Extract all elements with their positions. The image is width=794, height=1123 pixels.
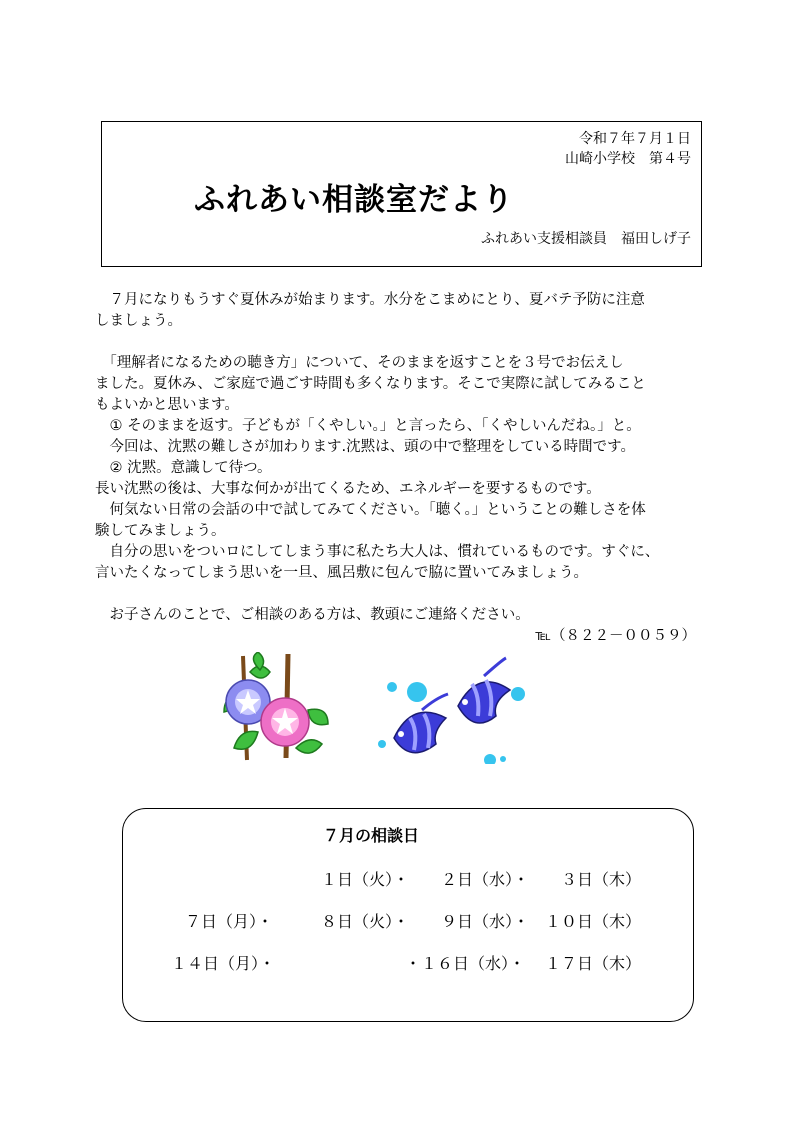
body-line: 今回は、沈黙の難しさが加わります.沈黙は、頭の中で整理をしている時間です。 xyxy=(95,439,635,455)
body-line: ① そのままを返す。子どもが「くやしい。」と言ったら、「くやしいんだね。」と。 xyxy=(95,418,641,434)
schedule-cell: ７日（月）・ xyxy=(185,912,274,931)
body-line: ② 沈黙。意識して待つ。 xyxy=(95,460,272,476)
bubble xyxy=(500,756,506,762)
schedule-row xyxy=(123,867,693,891)
schedule-cell: ・１６日（水）・ xyxy=(405,954,526,973)
body-line: 何気ない日常の会話の中で試してみてください。「聴く。」ということの難しさを体 xyxy=(95,502,646,518)
schedule-title: ７月の相談日 xyxy=(323,826,420,845)
schedule-cell: １０日（木） xyxy=(545,912,642,931)
leaf xyxy=(234,731,258,749)
body-line: 験してみましょう。 xyxy=(95,523,226,539)
schedule-cell: ３日（木） xyxy=(561,870,642,889)
body-line: しましょう。 xyxy=(95,313,182,329)
flower-pink xyxy=(261,698,309,746)
morning-glory-illustration xyxy=(220,652,332,762)
body-line: もよいかと思います。 xyxy=(95,397,239,413)
schedule-row xyxy=(123,951,693,975)
schedule-cell: ２日（水）・ xyxy=(441,870,530,889)
body-line: 自分の思いをついロにしてしまう事に私たち大人は、慣れているものです。すぐに、 xyxy=(95,544,660,560)
body-line xyxy=(95,584,705,605)
telephone: ℡（８２２－００５９） xyxy=(535,628,696,644)
author: ふれあい支援相談員 福田しげ子 xyxy=(481,231,691,247)
schedule-cell: １４日（月）・ xyxy=(171,954,276,973)
body-text xyxy=(95,290,705,647)
fish-front xyxy=(394,694,448,753)
fish-illustration xyxy=(372,656,534,764)
body-line: お子さんのことで、ご相談のある方は、教頭にご連絡ください。 xyxy=(95,607,530,623)
schedule-cell: １７日（木） xyxy=(545,954,642,973)
schedule-cell: １日（火）・ xyxy=(321,870,410,889)
body-line: 長い沈黙の後は、大事な何かが出てくるため、エネルギーを要するものです。 xyxy=(95,481,601,497)
body-line xyxy=(95,332,705,353)
leaf xyxy=(308,709,328,724)
bubble xyxy=(387,682,397,692)
bubble xyxy=(484,754,496,764)
schedule-box xyxy=(122,808,694,1022)
page-title: ふれあい相談室だより xyxy=(194,182,514,218)
issue-date: 令和７年７月１日 xyxy=(579,131,691,147)
body-line: ７月になりもうすぐ夏休みが始まります。水分をこまめにとり、夏バテ予防に注意 xyxy=(95,292,645,308)
body-line: 「理解者になるための聴き方」について、そのままを返すことを３号でお伝えし xyxy=(95,355,624,371)
body-line: ました。夏休み、ご家庭で過ごす時間も多くなります。そこで実際に試してみること xyxy=(95,376,646,392)
header-box xyxy=(101,121,702,267)
leaf xyxy=(296,740,322,753)
schedule-cell: ９日（水）・ xyxy=(441,912,530,931)
school-issue: 山崎小学校 第４号 xyxy=(565,151,691,167)
fish-back xyxy=(458,658,510,723)
schedule-cell: ８日（火）・ xyxy=(321,912,410,931)
bubble xyxy=(511,687,525,701)
schedule-row xyxy=(123,909,693,933)
bubble xyxy=(378,740,386,748)
bubble xyxy=(407,682,427,702)
body-line: 言いたくなってしまう思いを一旦、風呂敷に包んで脇に置いてみましょう。 xyxy=(95,565,588,581)
